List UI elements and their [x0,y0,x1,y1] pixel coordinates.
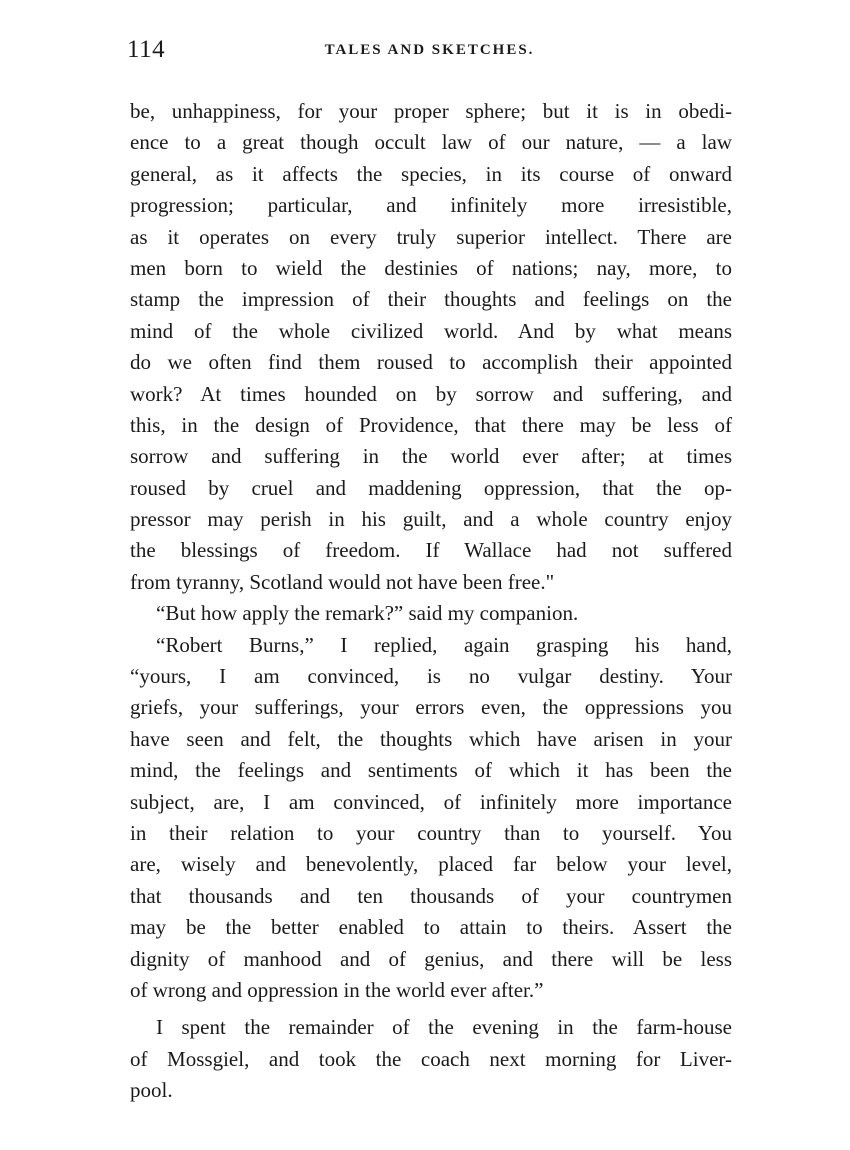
text-line: may be the better enabled to attain to theirs. Assert the [130,915,732,940]
text-line: subject, are, I am convinced, of infinitely more importance [130,789,732,814]
text-line: I spent the remainder of the evening in the farm-house [156,1015,732,1040]
text-line: pressor may perish in his guilt, and a whole country enjoy [130,507,732,532]
text-line: mind of the whole civilized world. And by what means [130,318,732,343]
text-line: mind, the feelings and sentiments of which it has been the [130,758,732,783]
text-line: stamp the impression of their thoughts and feelings on the [130,287,732,312]
text-line: that thousands and ten thousands of your countrymen [130,883,732,908]
text-line: men born to wield the destinies of nations; nay, more, to [130,255,732,280]
text-line: in their relation to your country than to yourself. You [130,820,732,845]
text-line: have seen and felt, the thoughts which have arisen in your [130,726,732,751]
running-head: TALES AND SKETCHES. [324,42,535,58]
text-line: general, as it affects the species, in its course of onward [130,161,732,186]
text-line: ence to a great though occult law of our nature, — a law [130,130,732,155]
text-line: pool. [130,1078,173,1103]
paragraph [130,1012,732,1106]
page-header [127,36,732,70]
text-line: sorrow and suffering in the world ever after; at times [130,444,732,469]
text-line: of Mossgiel, and took the coach next morning for Liver- [130,1046,732,1071]
text-line: from tyranny, Scotland would not have been free." [130,569,555,594]
body-text [130,96,732,1107]
text-line: “Robert Burns,” I replied, again grasping his hand, [156,632,732,657]
text-line: do we often find them roused to accomplish their appointed [130,350,732,375]
text-line: work? At times hounded on by sorrow and suffering, and [130,381,732,406]
paragraph [130,630,732,1007]
text-line: this, in the design of Providence, that there may be less of [130,412,732,437]
text-line: roused by cruel and maddening oppression, that the op- [130,475,732,500]
text-line: “But how apply the remark?” said my companion. [156,601,579,626]
text-line: griefs, your sufferings, your errors even, the oppressions you [130,695,732,720]
text-line: of wrong and oppression in the world ever after.” [130,977,544,1002]
paragraph [130,96,732,598]
paragraph [130,598,732,629]
text-line: progression; particular, and infinitely more irresistible, [130,193,732,218]
text-line: as it operates on every truly superior intellect. There are [130,224,732,249]
page-number: 114 [127,36,166,63]
text-line: “yours, I am convinced, is no vulgar destiny. Your [130,664,732,689]
text-line: are, wisely and benevolently, placed far below your level, [130,852,732,877]
text-line: dignity of manhood and of genius, and there will be less [130,946,732,971]
text-line: be, unhappiness, for your proper sphere; but it is in obedi- [130,99,732,123]
text-line: the blessings of freedom. If Wallace had not suffered [130,538,732,563]
